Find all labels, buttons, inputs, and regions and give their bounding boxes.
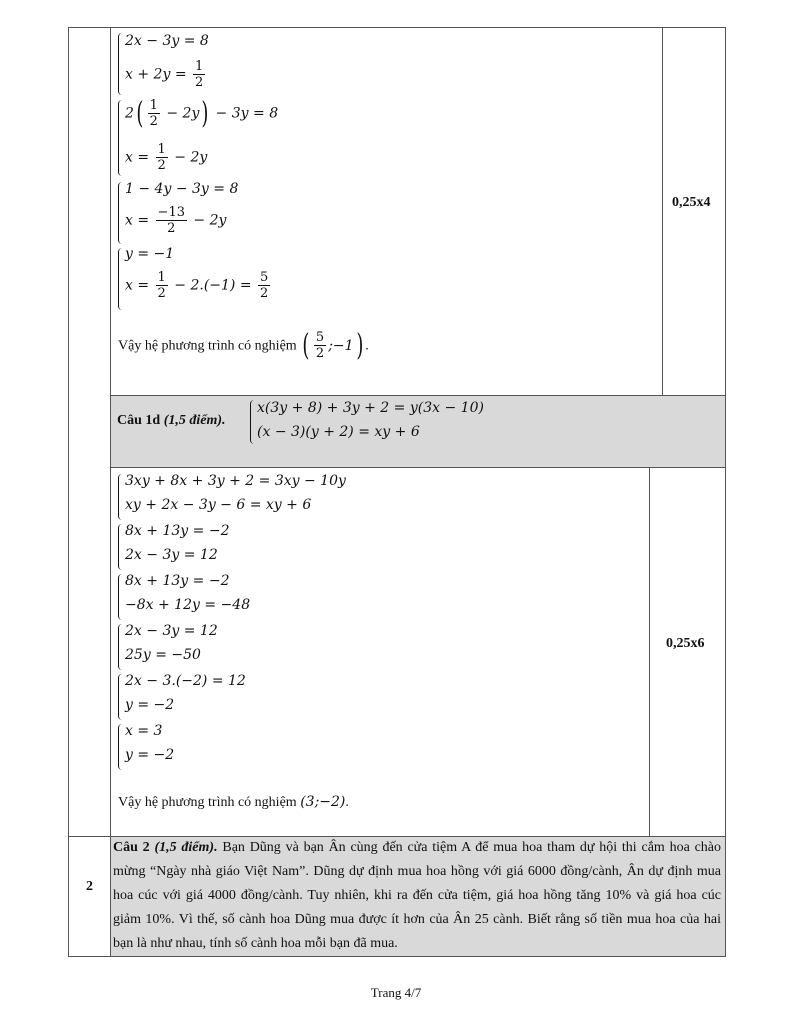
q1d-header [117,413,226,429]
conclusion-b-text: Vậy hệ phương trình có nghiệm [118,795,297,810]
table-border-left [68,27,69,957]
row-divider-1 [110,395,726,396]
question-number-2: 2 [86,879,93,894]
q2-points: (1,5 điểm). [154,840,218,855]
q2-paragraph [113,836,721,956]
score-col-a-border [662,27,663,395]
page-footer: Trang 4/7 [370,985,422,1000]
conclusion-a: Vậy hệ phương trình có nghiệm ( $\frac{5}{2}$ ;−1) . [118,327,369,363]
score-col-b-border [649,467,650,836]
row-divider-2 [110,467,726,468]
q1d-points: (1,5 điểm). [163,413,226,428]
q1d-title: Câu 1d [117,413,161,428]
table-border-right [725,27,726,957]
table-border-top [68,27,726,28]
conclusion-a-text: Vậy hệ phương trình có nghiệm [118,338,297,354]
q2-title: Câu 2 [113,840,150,855]
score-a: 0,25x4 [672,195,711,210]
conclusion-b: Vậy hệ phương trình có nghiệm (3;−2). [118,794,349,810]
score-b: 0,25x6 [666,636,705,651]
q2-text: Bạn Dũng và bạn Ân cùng đến cửa tiệm A để mua hoa tham dự hội thi cắm hoa chào mừng “Ngày nhà giáo Việt Nam”. Dũng dự định mua hoa hồng với giá 6000 đồng/cành, Ân dự định mua hoa cúc với giá 4000 đồng/cành. Tuy nhiên, khi ra đến cửa tiệm, giá hoa hồng tăng 10% và giá hoa cúc giảm 10%. Vì thế, số cành hoa Dũng mua được ít hơn của Ân 25 cành. Biết rằng số tiền mua hoa của hai bạn là như nhau, tính số cành hoa mỗi bạn đã mua. [113,840,721,951]
table-border-col [110,27,111,957]
table-border-bottom [68,956,726,957]
